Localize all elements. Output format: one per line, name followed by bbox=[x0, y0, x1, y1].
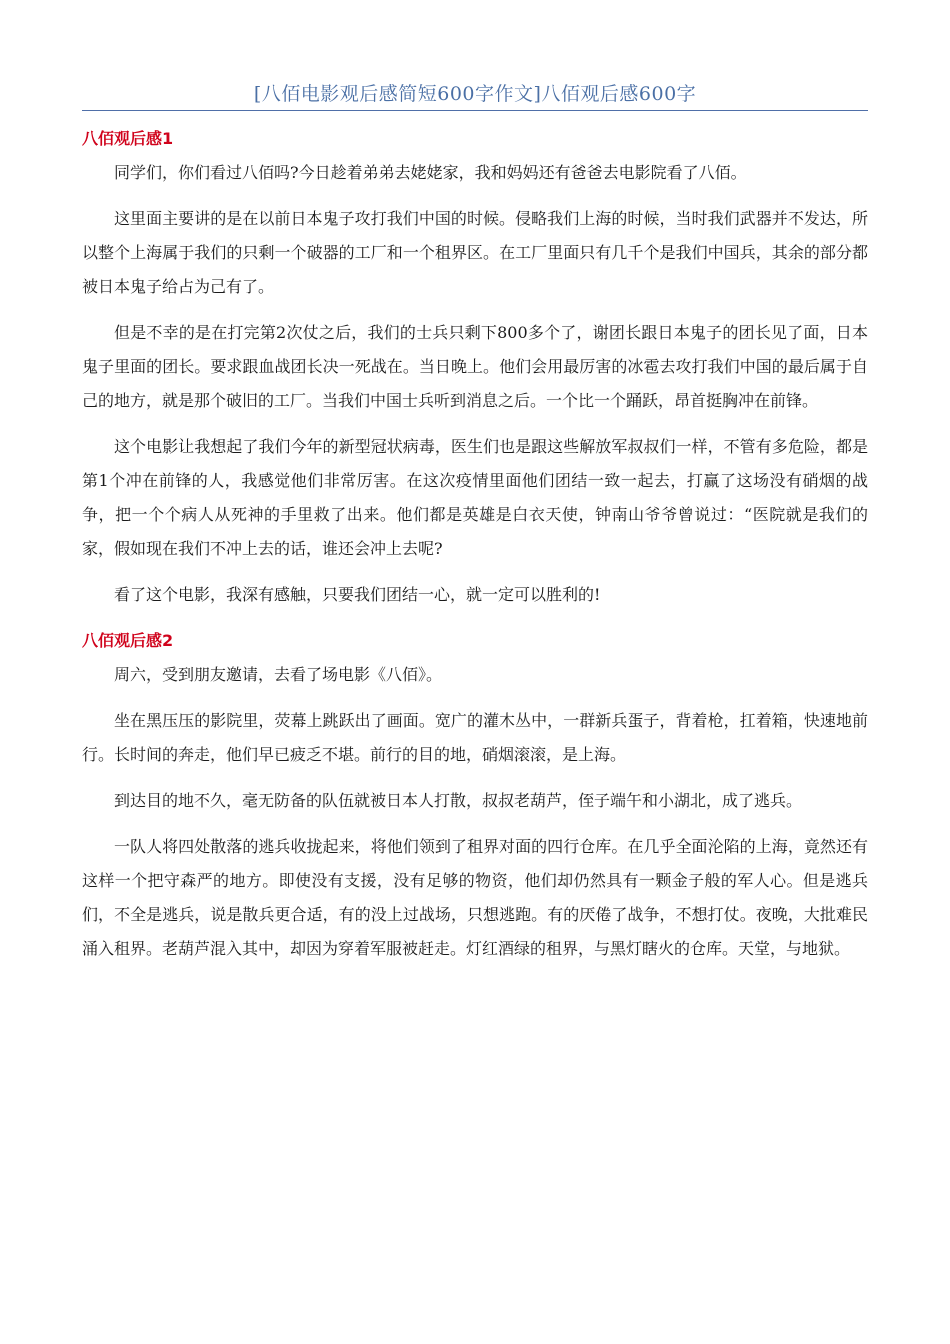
paragraph: 周六，受到朋友邀请，去看了场电影《八佰》。 bbox=[114, 665, 443, 684]
paragraph: 这里面主要讲的是在以前日本鬼子攻打我们中国的时候。侵略我们上海的时候，当时我们武器并不发达，所以整个上海属于我们的只剩一个破器的工厂和一个租界区。在工厂里面只有几千个是我们中国兵，其余的部分都被日本鬼子给占为己有了。 bbox=[82, 209, 868, 296]
paragraph: 这个电影让我想起了我们今年的新型冠状病毒，医生们也是跟这些解放军叔叔们一样，不管有多危险，都是第1个冲在前锋的人，我感觉他们非常厉害。在这次疫情里面他们团结一致一起去，打赢了这场没有硝烟的战争，把一个个病人从死神的手里救了出来。他们都是英雄是白衣天使，钟南山爷爷曾说过：“医院就是我们的家，假如现在我们不冲上去的话，谁还会冲上去呢? bbox=[82, 437, 868, 558]
paragraph: 看了这个电影，我深有感触，只要我们团结一心，就一定可以胜利的! bbox=[114, 585, 601, 604]
paragraph: 但是不幸的是在打完第2次仗之后，我们的士兵只剩下800多个了，谢团长跟日本鬼子的团长见了面，日本鬼子里面的团长。要求跟血战团长决一死战在。当日晚上。他们会用最厉害的冰雹去攻打我们中国的最后属于自己的地方，就是那个破旧的工厂。当我们中国士兵听到消息之后。一个比一个踊跃，昂首挺胸冲在前锋。 bbox=[82, 323, 868, 410]
paragraph: 坐在黑压压的影院里，荧幕上跳跃出了画面。宽广的灌木丛中，一群新兵蛋子，背着枪，扛着箱，快速地前行。长时间的奔走，他们早已疲乏不堪。前行的目的地，硝烟滚滚，是上海。 bbox=[82, 711, 868, 764]
section-title: 八佰观后感1 bbox=[82, 129, 174, 148]
paragraph: 到达目的地不久，毫无防备的队伍就被日本人打散，叔叔老葫芦，侄子端午和小湖北，成了逃兵。 bbox=[114, 791, 803, 810]
paragraph: 一队人将四处散落的逃兵收拢起来，将他们领到了租界对面的四行仓库。在几乎全面沦陷的上海，竟然还有这样一个把守森严的地方。即使没有支援，没有足够的物资，他们却仍然具有一颗金子般的军人心。但是逃兵们，不全是逃兵，说是散兵更合适，有的没上过战场，只想逃跑。有的厌倦了战争，不想打仗。夜晚，大批难民涌入租界。老葫芦混入其中，却因为穿着军服被赶走。灯红酒绿的租界，与黑灯瞎火的仓库。天堂，与地狱。 bbox=[82, 837, 868, 958]
paragraph: 同学们，你们看过八佰吗?今日趁着弟弟去姥姥家，我和妈妈还有爸爸去电影院看了八佰。 bbox=[114, 163, 747, 182]
section-2 bbox=[82, 624, 868, 966]
document-header: [八佰电影观后感简短600字作文]八佰观后感600字 bbox=[82, 80, 868, 111]
document-body bbox=[82, 122, 868, 978]
section-title: 八佰观后感2 bbox=[82, 631, 174, 650]
section-1 bbox=[82, 122, 868, 612]
